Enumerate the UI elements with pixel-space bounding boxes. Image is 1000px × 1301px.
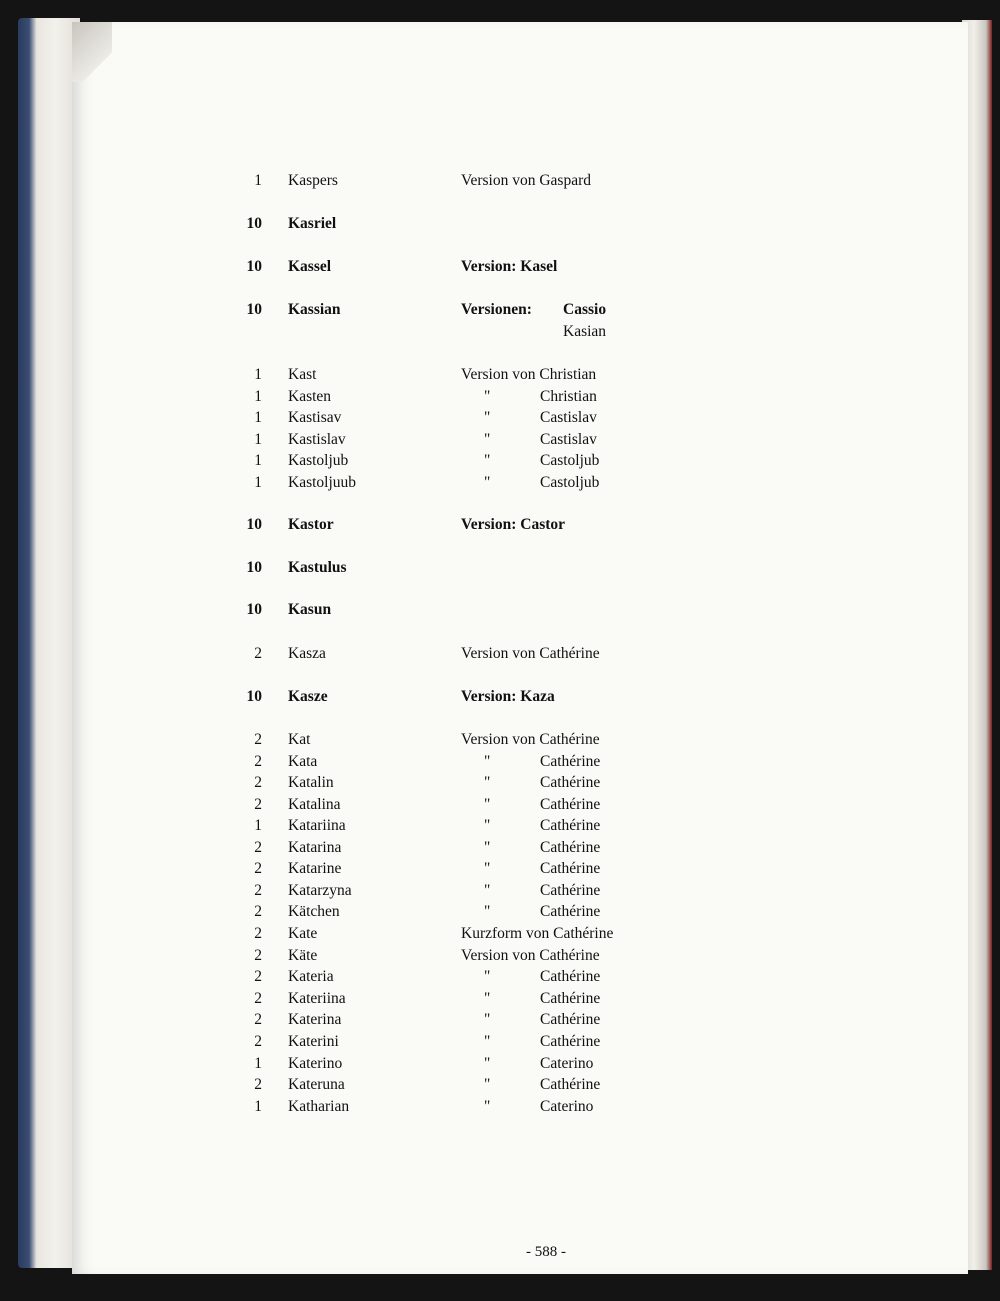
entry-frequency: 1 (254, 452, 262, 469)
entry-name: Kasun (288, 601, 332, 618)
entry-description: Version: Kaza (461, 688, 555, 705)
list-item (0, 729, 1000, 751)
ditto-mark: " (484, 839, 491, 856)
entry-name: Kateriina (288, 990, 346, 1007)
list-item (0, 923, 1000, 945)
entry-frequency: 10 (246, 688, 262, 705)
list-item (0, 1031, 1000, 1053)
list-item (0, 450, 1000, 472)
entry-description: Version von Gaspard (461, 172, 592, 189)
list-item (0, 988, 1000, 1010)
entry-frequency: 2 (254, 774, 262, 791)
entry-name: Kätchen (288, 903, 340, 920)
list-item (0, 794, 1000, 816)
entry-reference: Cathérine (540, 968, 601, 985)
ditto-mark: " (484, 860, 491, 877)
entry-name: Kate (288, 925, 318, 942)
entry-name: Katerino (288, 1055, 343, 1072)
entry-name: Kassian (288, 301, 341, 318)
entry-frequency: 2 (254, 968, 262, 985)
entry-name: Käte (288, 947, 318, 964)
entry-frequency: 1 (254, 409, 262, 426)
list-item (0, 599, 1000, 621)
entry-name: Kast (288, 366, 317, 383)
ditto-mark: " (484, 990, 491, 1007)
list-item (0, 1053, 1000, 1075)
list-item (0, 1074, 1000, 1096)
entry-reference: Caterino (540, 1055, 594, 1072)
entry-reference: Cathérine (540, 903, 601, 920)
list-item (0, 407, 1000, 429)
ditto-mark: " (484, 431, 491, 448)
entry-description: Kurzform von Cathérine (461, 925, 614, 942)
entry-frequency: 1 (254, 1098, 262, 1115)
list-item (0, 772, 1000, 794)
entry-frequency: 2 (254, 796, 262, 813)
entry-reference: Cathérine (540, 817, 601, 834)
entry-frequency: 2 (254, 839, 262, 856)
list-item (0, 945, 1000, 967)
entry-frequency: 2 (254, 731, 262, 748)
entry-frequency: 2 (254, 925, 262, 942)
entry-frequency: 1 (254, 366, 262, 383)
entry-frequency: 2 (254, 947, 262, 964)
entry-frequency: 2 (254, 990, 262, 1007)
ditto-mark: " (484, 1033, 491, 1050)
entry-name: Katerini (288, 1033, 339, 1050)
entry-name: Kasza (288, 645, 326, 662)
entry-name: Katalin (288, 774, 334, 791)
entry-frequency: 1 (254, 388, 262, 405)
entry-name: Kateria (288, 968, 334, 985)
entry-reference: Cathérine (540, 1033, 601, 1050)
ditto-mark: " (484, 817, 491, 834)
entry-frequency: 2 (254, 903, 262, 920)
entry-frequency: 2 (254, 753, 262, 770)
page-number-text: - 588 - (526, 1244, 566, 1260)
entry-description: Versionen: (461, 301, 532, 318)
entry-name: Kastislav (288, 431, 346, 448)
list-item (0, 256, 1000, 278)
ditto-mark: " (484, 388, 491, 405)
ditto-mark: " (484, 1055, 491, 1072)
ditto-mark: " (484, 774, 491, 791)
entry-name: Katalina (288, 796, 341, 813)
entry-name: Kasten (288, 388, 332, 405)
list-item (0, 213, 1000, 235)
entry-name: Katerina (288, 1011, 342, 1028)
entry-name: Kassel (288, 258, 332, 275)
entry-reference: Castoljub (540, 452, 600, 469)
entry-reference: Cathérine (540, 839, 601, 856)
entry-name: Kaspers (288, 172, 338, 189)
list-item (0, 966, 1000, 988)
entry-reference: Cathérine (540, 1011, 601, 1028)
entry-name: Kastoljuub (288, 474, 357, 491)
entry-description: Version von Cathérine (461, 731, 600, 748)
entry-frequency: 2 (254, 882, 262, 899)
entry-name: Katariina (288, 817, 346, 834)
list-item (0, 514, 1000, 536)
entry-reference: Cathérine (540, 882, 601, 899)
entry-name: Kastor (288, 516, 334, 533)
entry-description: Version von Cathérine (461, 645, 600, 662)
entry-frequency: 2 (254, 1011, 262, 1028)
ditto-mark: " (484, 474, 491, 491)
list-item (0, 386, 1000, 408)
list-item (0, 643, 1000, 665)
entry-frequency: 1 (254, 817, 262, 834)
list-item (0, 299, 1000, 321)
entry-frequency: 1 (254, 1055, 262, 1072)
entry-name: Katarine (288, 860, 342, 877)
entry-reference: Cathérine (540, 990, 601, 1007)
ditto-mark: " (484, 409, 491, 426)
entry-name: Kastisav (288, 409, 342, 426)
ditto-mark: " (484, 968, 491, 985)
entry-name: Katarina (288, 839, 342, 856)
list-item (0, 1096, 1000, 1118)
ditto-mark: " (484, 452, 491, 469)
list-item (0, 170, 1000, 192)
entry-reference: Cathérine (540, 753, 601, 770)
list-item (0, 880, 1000, 902)
ditto-mark: " (484, 1011, 491, 1028)
entry-name: Kata (288, 753, 318, 770)
list-item (0, 1009, 1000, 1031)
entry-frequency: 2 (254, 1033, 262, 1050)
entry-frequency: 1 (254, 474, 262, 491)
list-item (0, 686, 1000, 708)
entry-reference: Cathérine (540, 774, 601, 791)
entry-reference: Castislav (540, 409, 597, 426)
list-item (0, 837, 1000, 859)
entry-reference: Cassio (563, 301, 607, 318)
ditto-mark: " (484, 796, 491, 813)
entry-description: Version: Castor (461, 516, 566, 533)
list-item (0, 429, 1000, 451)
ditto-mark: " (484, 1076, 491, 1093)
list-item (0, 858, 1000, 880)
ditto-mark: " (484, 753, 491, 770)
ditto-mark: " (484, 903, 491, 920)
entry-name: Katarzyna (288, 882, 352, 899)
entry-frequency: 1 (254, 431, 262, 448)
entry-frequency: 10 (246, 258, 262, 275)
entry-name: Kat (288, 731, 311, 748)
list-item (0, 557, 1000, 579)
entry-reference: Cathérine (540, 860, 601, 877)
entry-frequency: 1 (254, 172, 262, 189)
list-item (0, 472, 1000, 494)
entry-reference: Cathérine (540, 796, 601, 813)
entry-name: Kastoljub (288, 452, 349, 469)
entry-frequency: 2 (254, 645, 262, 662)
entry-reference: Castislav (540, 431, 597, 448)
entry-reference: Kasian (563, 323, 607, 340)
entry-frequency: 2 (254, 1076, 262, 1093)
entry-frequency: 10 (246, 301, 262, 318)
entry-frequency: 10 (246, 516, 262, 533)
entry-name: Kasriel (288, 215, 337, 232)
entry-name: Katharian (288, 1098, 350, 1115)
entry-description: Version von Cathérine (461, 947, 600, 964)
entry-reference: Castoljub (540, 474, 600, 491)
entry-reference: Cathérine (540, 1076, 601, 1093)
entry-name: Kateruna (288, 1076, 345, 1093)
entry-description: Version: Kasel (461, 258, 558, 275)
entry-description: Version von Christian (461, 366, 597, 383)
entry-name: Kastulus (288, 559, 347, 576)
list-item (0, 364, 1000, 386)
entry-reference: Caterino (540, 1098, 594, 1115)
entry-frequency: 2 (254, 860, 262, 877)
list-item (0, 751, 1000, 773)
entry-name: Kasze (288, 688, 328, 705)
entry-reference: Christian (540, 388, 597, 405)
entry-frequency: 10 (246, 559, 262, 576)
ditto-mark: " (484, 882, 491, 899)
list-item (0, 815, 1000, 837)
entry-frequency: 10 (246, 601, 262, 618)
list-item (0, 321, 1000, 343)
page-number (0, 1244, 1000, 1261)
ditto-mark: " (484, 1098, 491, 1115)
entry-frequency: 10 (246, 215, 262, 232)
list-item (0, 901, 1000, 923)
